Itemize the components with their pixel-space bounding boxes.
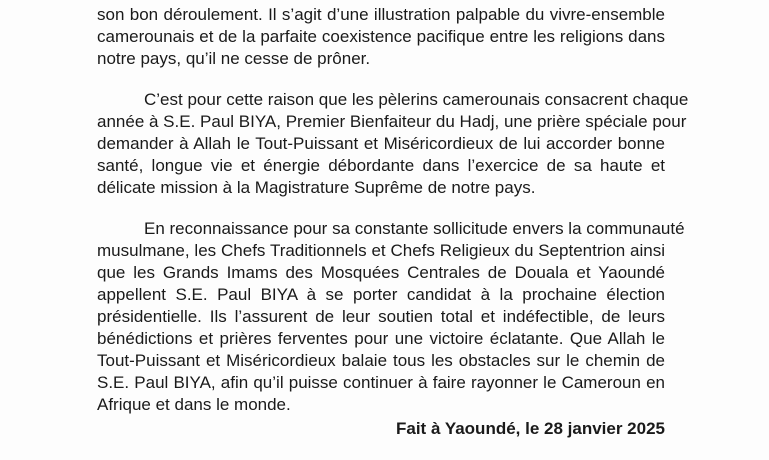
paragraph-line: délicate mission à la Magistrature Suprême de notre pays. — [97, 178, 536, 197]
paragraph-line: S.E. Paul BIYA, afin qu’il puisse continuer à faire rayonner le Cameroun en — [97, 373, 665, 392]
paragraph-line: C’est pour cette raison que les pèlerins camerounais consacrent chaque — [144, 90, 689, 109]
document-body — [97, 4, 689, 428]
paragraph-line: camerounais et de la parfaite coexistence pacifique entre les religions dans — [97, 27, 665, 46]
paragraph-line: santé, longue vie et énergie débordante dans l’exercice de sa haute et — [97, 156, 665, 175]
paragraph-line: année à S.E. Paul BIYA, Premier Bienfaiteur du Hadj, une prière spéciale pour — [97, 112, 687, 131]
paragraph-line: Afrique et dans le monde. — [97, 395, 291, 414]
signature-line: Fait à Yaoundé, le 28 janvier 2025 — [396, 419, 665, 438]
paragraph-line: musulmane, les Chefs Traditionnels et Chefs Religieux du Septentrion ainsi — [97, 241, 665, 260]
paragraph-line: présidentielle. Ils l’assurent de leur soutien total et indéfectible, de leurs — [97, 307, 665, 326]
paragraph-2 — [97, 89, 689, 199]
paragraph-line: En reconnaissance pour sa constante sollicitude envers la communauté — [144, 219, 685, 238]
paragraph-line: que les Grands Imams des Mosquées Centrales de Douala et Yaoundé — [97, 263, 665, 282]
paragraph-line: bénédictions et prières ferventes pour une victoire éclatante. Que Allah le — [97, 329, 665, 348]
paragraph-line: appellent S.E. Paul BIYA à se porter candidat à la prochaine élection — [97, 285, 665, 304]
paragraph-line: Tout-Puissant et Miséricordieux balaie tous les obstacles sur le chemin de — [97, 351, 665, 370]
paragraph-line: son bon déroulement. Il s’agit d’une illustration palpable du vivre-ensemble — [97, 5, 665, 24]
paragraph-3 — [97, 218, 685, 416]
paragraph-line: notre pays, qu’il ne cesse de prôner. — [97, 49, 371, 68]
paragraph-1 — [97, 4, 665, 70]
paragraph-line: demander à Allah le Tout-Puissant et Miséricordieux de lui accorder bonne — [97, 134, 665, 153]
